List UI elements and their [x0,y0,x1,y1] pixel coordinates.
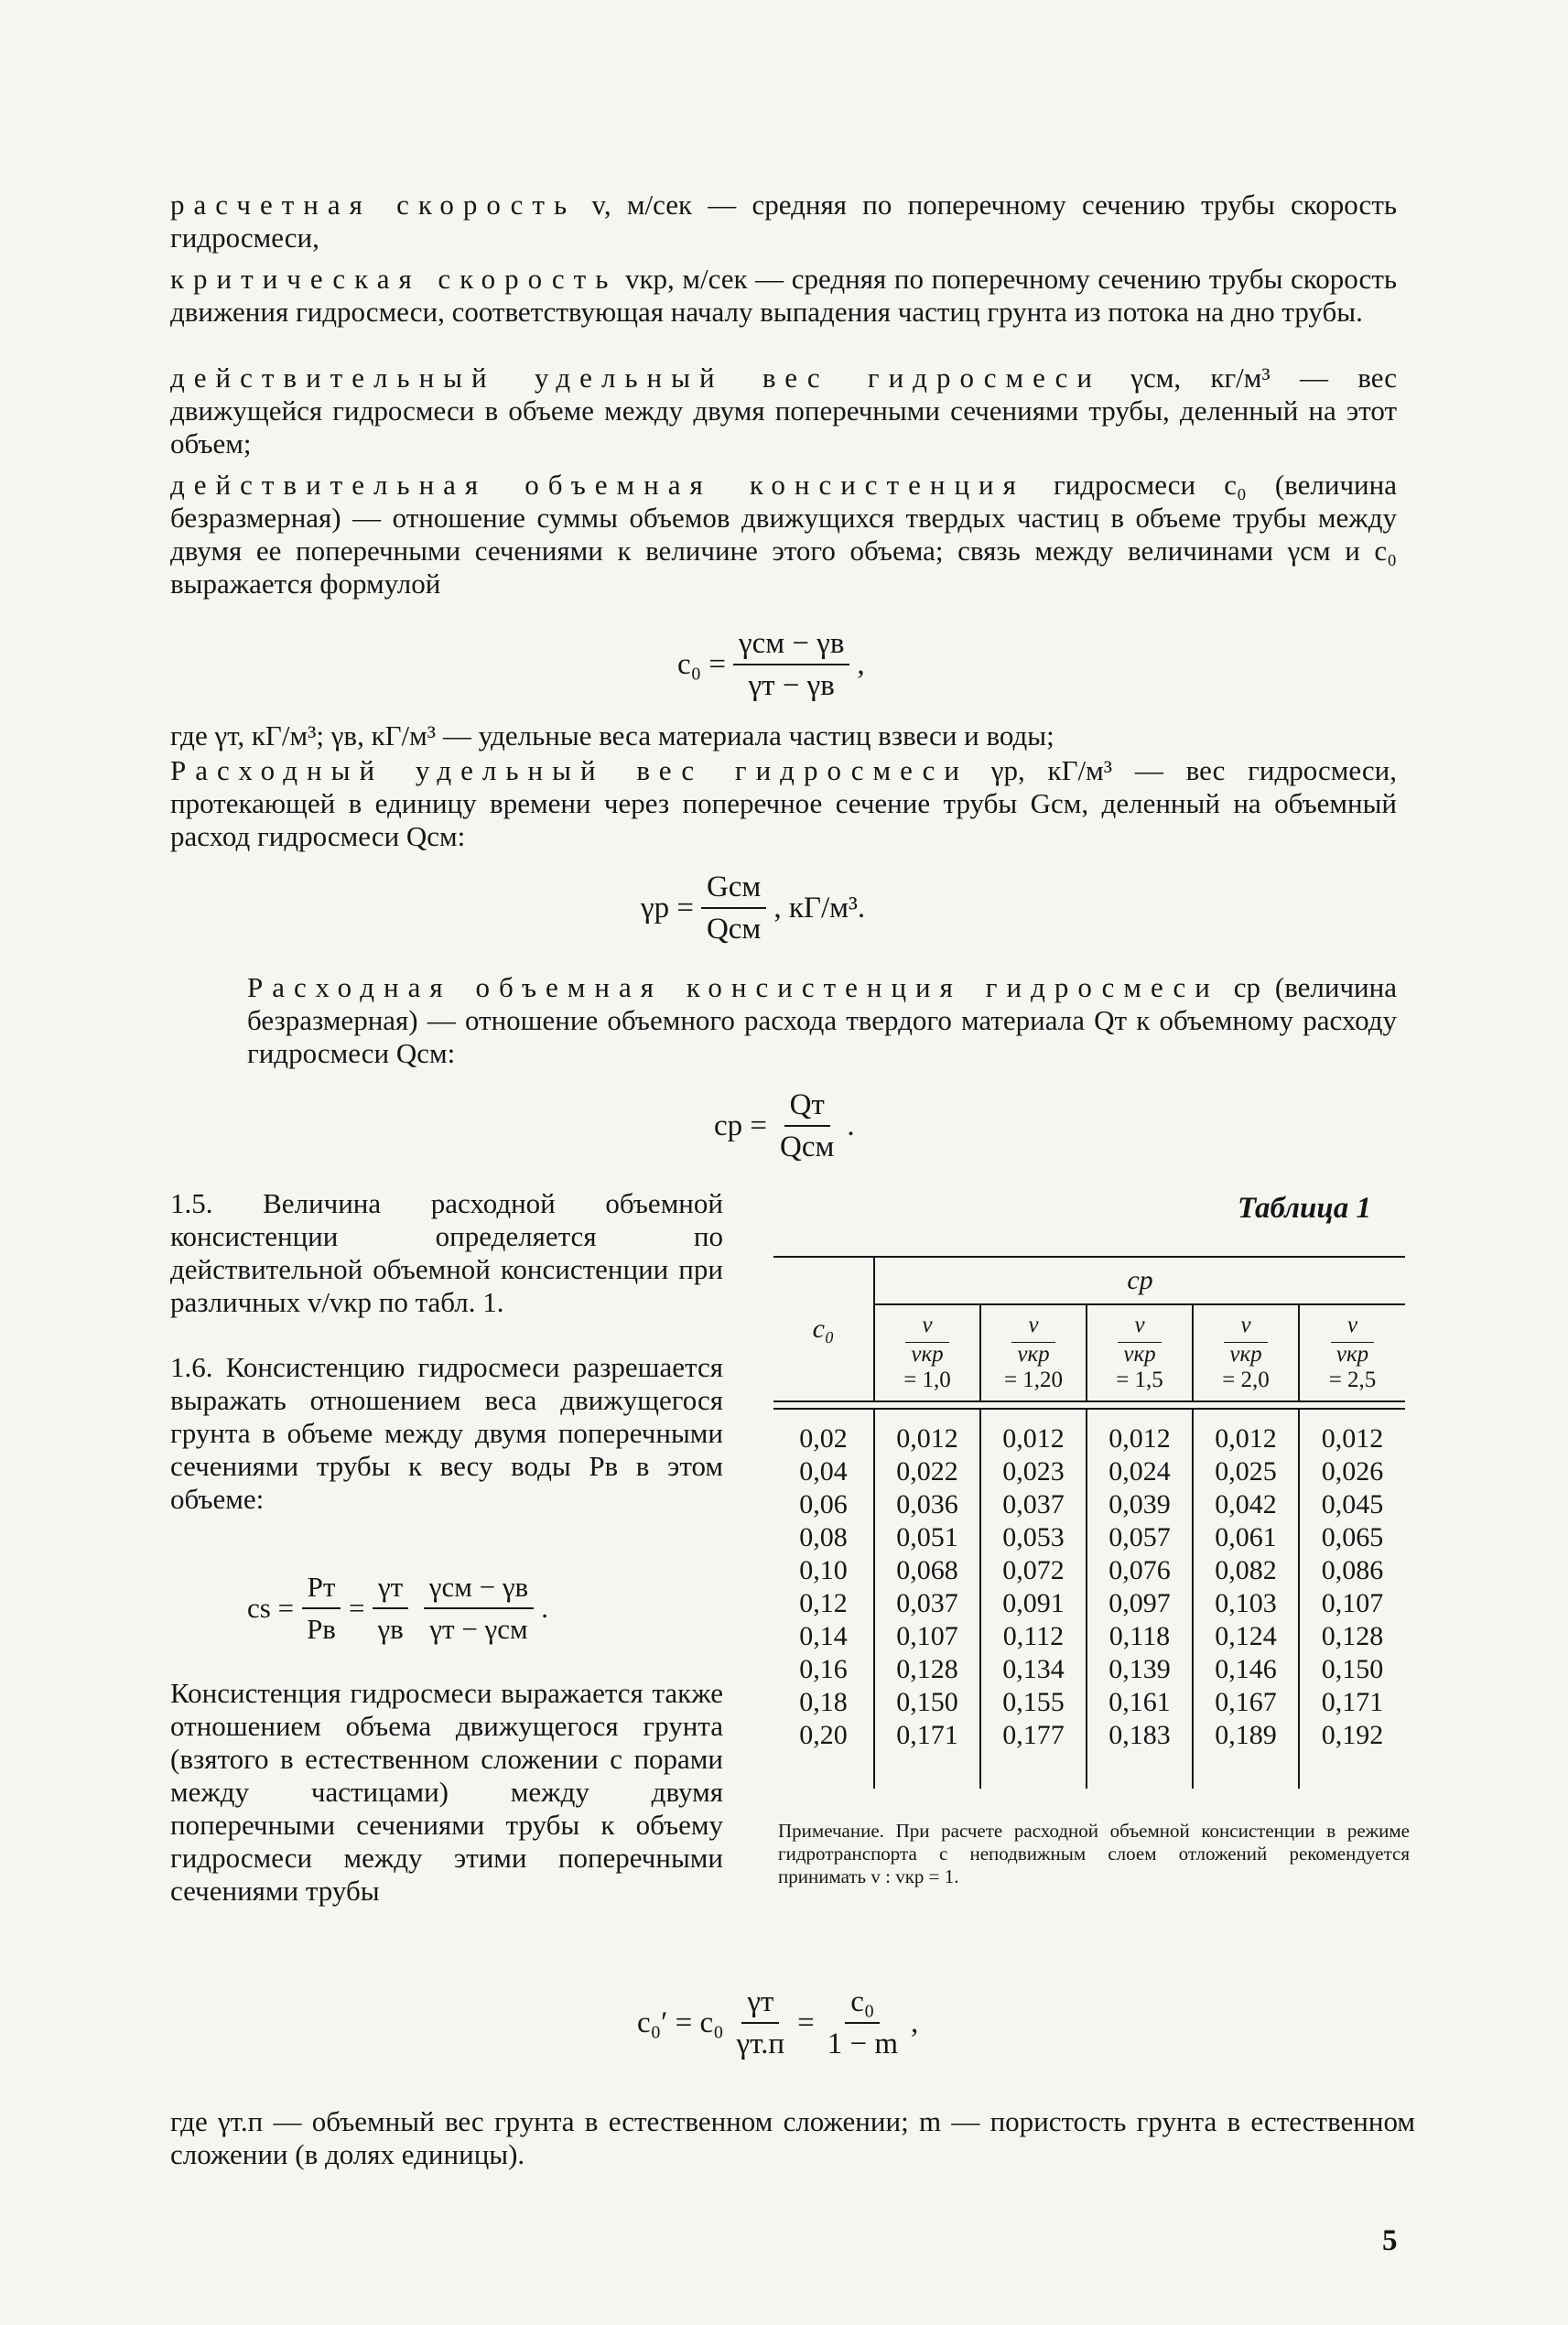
cell-cp: 0,012 [1087,1409,1193,1455]
section-1-6-continued: Консистенция гидросмеси выражается также отношением объема движущегося грунта (взятого в естественном сложении с порами между частицами) между двумя поперечными сечениями трубы к объему гидросмеси между этими поперечными сечениями трубы [170,1677,723,1907]
cell-cp: 0,171 [874,1719,980,1752]
table-row [773,1719,1405,1752]
cell-cp: 0,086 [1321,1555,1384,1585]
cell-cp: 0,053 [980,1521,1087,1554]
cell-cp: 0,037 [874,1587,980,1620]
table-body [773,1409,1405,1789]
term: расчетная скорость [170,189,577,221]
definition-actual-volume-consistency: действительная объемная консистенция гидросмеси c₀ (величина безразмерная) — отношение суммы объемов движущихся твердых частиц в объеме трубы между двумя ее поперечными сечениями к величине этого объема; связь между величинами γсм и c₀ выражается формулой [170,469,1397,600]
cell-cp: 0,150 [874,1686,980,1719]
table-row [773,1409,1405,1455]
cell-cp: 0,012 [980,1409,1087,1455]
cell-cp: 0,024 [1087,1455,1193,1488]
cell-cp: 0,045 [1321,1489,1384,1519]
cell-cp: 0,183 [1087,1719,1193,1752]
cell-cp: 0,012 [1193,1409,1299,1455]
cell-cp: 0,134 [980,1653,1087,1686]
cell-cp: 0,022 [874,1455,980,1488]
table-row [773,1554,1405,1587]
cell-cp: 0,155 [980,1686,1087,1719]
definition-flow-volume-consistency: Расходная объемная консистенция гидросмеси cр (величина безразмерная) — отношение объемного расхода твердого материала Qт к объемному расходу гидросмеси Qсм: [247,971,1397,1069]
cell-cp: 0,012 [1321,1423,1384,1454]
formula-c0: c₀ = $\frac{\text{γсм − γв}}{\gamma т - \gamma в}$ , [677,627,865,702]
cell-cp: 0,107 [874,1620,980,1653]
cell-cp: 0,128 [1321,1621,1384,1651]
cell-cp: 0,057 [1087,1521,1193,1554]
cell-cp: 0,139 [1087,1653,1193,1686]
cell-cp: 0,146 [1193,1653,1299,1686]
page-number: 5 [1382,2224,1398,2257]
table-caption: Таблица 1 [1238,1192,1372,1225]
cell-cp: 0,023 [980,1455,1087,1488]
cell-cp: 0,107 [1321,1588,1384,1618]
consistency-table [773,1256,1405,1789]
cell-cp: 0,082 [1193,1554,1299,1587]
cell-cp: 0,150 [1321,1654,1384,1684]
col-header-4: v vкр = 2,0 [1193,1304,1299,1401]
cell-cp: 0,161 [1087,1686,1193,1719]
table-note: Примечание. При расчете расходной объемной консистенции в режиме гидротранспорта с неподвижным слоем отложений рекомендуется принимать v : vкр = 1. [778,1820,1410,1887]
table-header-row [773,1257,1405,1304]
cell-cp: 0,026 [1321,1456,1384,1487]
formula-cs: cs = $\frac{Pт}{Pв}$ = $\frac{\gamma т}{\gamma в}$ $\frac{\text{γсм − γв}}{\text{γт − γсм}}$ . [247,1571,548,1645]
cell-c0: 0,08 [773,1521,874,1554]
table-row [773,1587,1405,1620]
cell-c0: 0,06 [773,1488,874,1521]
cell-c0: 0,04 [773,1455,874,1488]
definition-design-velocity: расчетная скорость v, м/сек — средняя по поперечному сечению трубы скорость гидросмеси, [170,189,1397,254]
col-header-1: v vкр = 1,0 [874,1304,980,1401]
cell-cp: 0,068 [874,1554,980,1587]
cell-cp: 0,051 [874,1521,980,1554]
definition-flow-specific-weight: Расходный удельный вес гидросмеси γр, кГ/м³ — вес гидросмеси, протекающей в единицу времени через поперечное сечение трубы Gсм, деленный на объемный расход гидросмеси Qсм: [170,754,1398,852]
cell-cp: 0,112 [980,1620,1087,1653]
table-row [773,1653,1405,1686]
cell-cp: 0,072 [980,1554,1087,1587]
definition-critical-velocity: критическая скорость vкр, м/сек — средняя по поперечному сечению трубы скорость движения гидросмеси, соответствующая началу выпадения частиц грунта из потока на дно трубы. [170,263,1398,328]
cell-cp: 0,036 [874,1488,980,1521]
cell-cp: 0,189 [1193,1719,1299,1752]
cell-c0: 0,02 [773,1409,874,1455]
header-cp: cр [874,1257,1405,1304]
cell-cp: 0,076 [1087,1554,1193,1587]
cell-cp: 0,065 [1321,1522,1384,1552]
cell-cp: 0,025 [1193,1455,1299,1488]
definition-actual-specific-weight: действительный удельный вес гидросмеси γсм, кг/м³ — вес движущейся гидросмеси в объеме между двумя поперечными сечениями трубы, деленный на этот объем; [170,362,1398,460]
section-1-6: 1.6. Консистенцию гидросмеси разрешается выражать отношением веса движущегося грунта в объеме между двумя поперечными сечениями трубы к весу воды Pв в этом объеме: [170,1351,723,1515]
cell-cp: 0,192 [1321,1720,1384,1750]
table-row [773,1455,1405,1488]
cell-c0: 0,14 [773,1620,874,1653]
cell-cp: 0,167 [1193,1686,1299,1719]
cell-cp: 0,103 [1193,1587,1299,1620]
col-header-5: v vкр = 2,5 [1328,1313,1377,1392]
cell-c0: 0,20 [773,1719,874,1752]
cell-c0: 0,10 [773,1554,874,1587]
where-clause-1: где γт, кГ/м³; γв, кГ/м³ — удельные веса материала частиц взвеси и воды; [170,719,1054,752]
table-row [773,1488,1405,1521]
cell-cp: 0,128 [874,1653,980,1686]
formula-cp: cр = $\frac{Qт}{\text{Qсм}}$ . [714,1088,855,1163]
cell-cp: 0,012 [874,1409,980,1455]
cell-cp: 0,042 [1193,1488,1299,1521]
cell-cp: 0,118 [1087,1620,1193,1653]
header-c0: c₀ [773,1257,874,1401]
cell-cp: 0,039 [1087,1488,1193,1521]
cell-c0: 0,12 [773,1587,874,1620]
cell-cp: 0,037 [980,1488,1087,1521]
cell-c0: 0,16 [773,1653,874,1686]
cell-cp: 0,097 [1087,1587,1193,1620]
cell-cp: 0,061 [1193,1521,1299,1554]
cell-cp: 0,177 [980,1719,1087,1752]
table-row [773,1521,1405,1554]
where-clause-final: где γт.п — объемный вес грунта в естественном сложении; m — пористость грунта в естественном сложении (в долях единицы). [170,2105,1415,2170]
cell-cp: 0,124 [1193,1620,1299,1653]
formula-gamma-p: γр = $\frac{\text{Gсм}}{\text{Qсм}}$ , кГ/м³. [641,871,866,946]
section-1-5: 1.5. Величина расходной объемной консистенции определяется по действительной объемной консистенции при различных v/vкр по табл. 1. [170,1187,723,1318]
formula-c0-prime: c₀′ = c₀ $\frac{\gamma т}{\gamma т.п}$ = $\frac{\text{c₀}}{1 - m}$ , [637,1985,919,2060]
cell-cp: 0,171 [1321,1687,1384,1717]
table-row [773,1686,1405,1719]
col-header-3: v vкр = 1,5 [1087,1304,1193,1401]
cell-cp: 0,091 [980,1587,1087,1620]
col-header-2: v vкр = 1,20 [980,1304,1087,1401]
table-row [773,1620,1405,1653]
cell-c0: 0,18 [773,1686,874,1719]
